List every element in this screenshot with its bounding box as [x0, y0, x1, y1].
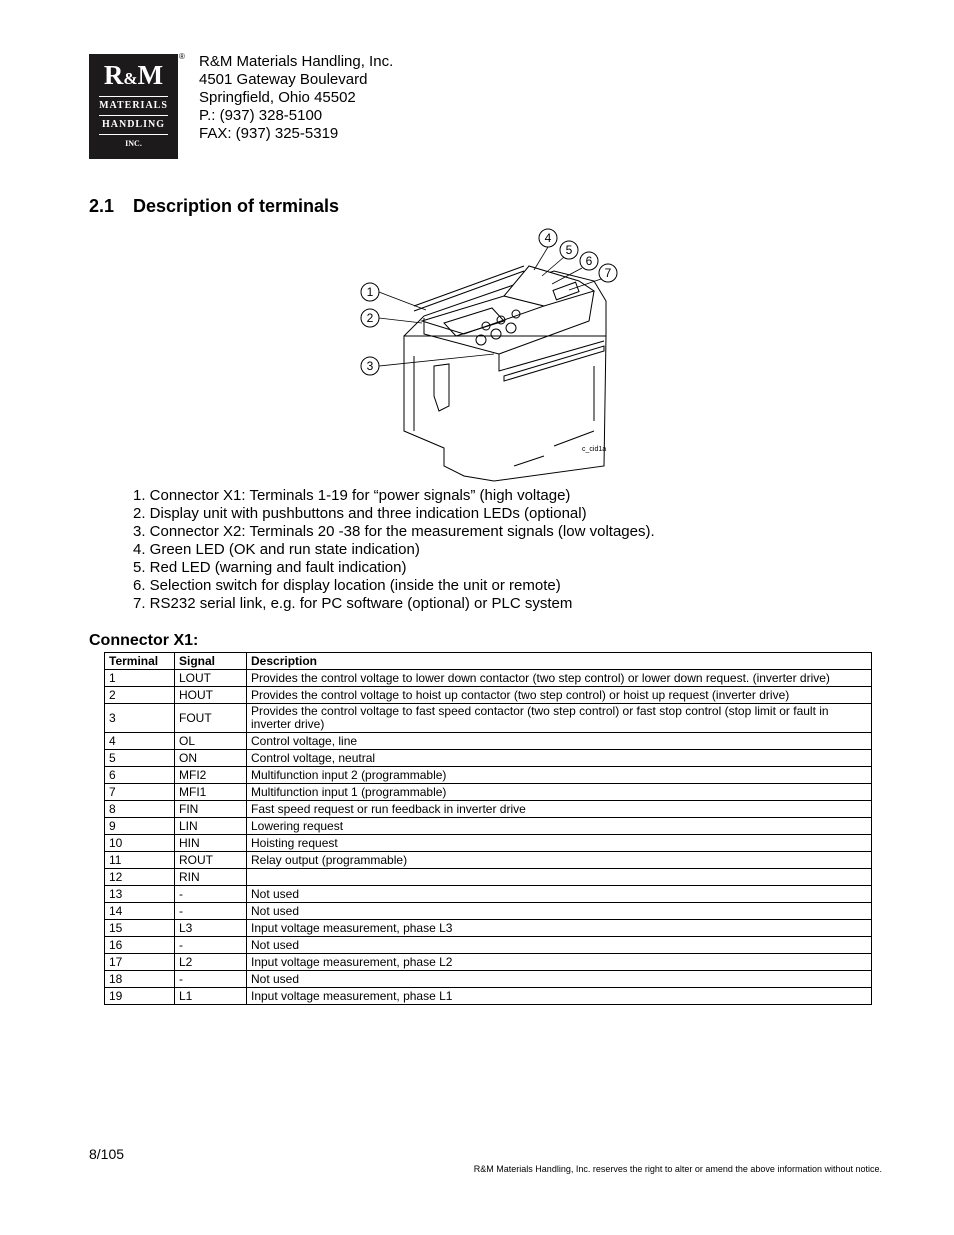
cell-terminal: 14: [105, 903, 175, 920]
cell-terminal: 5: [105, 750, 175, 767]
cell-description: Relay output (programmable): [247, 852, 872, 869]
company-address: [199, 53, 393, 143]
cell-signal: OL: [175, 733, 247, 750]
table-row: [105, 704, 872, 733]
address-line: FAX: (937) 325-5319: [199, 125, 339, 142]
callout-label: 4: [544, 231, 552, 245]
cell-description: Multifunction input 2 (programmable): [247, 767, 872, 784]
cell-signal: MFI1: [175, 784, 247, 801]
cell-terminal: 7: [105, 784, 175, 801]
cell-terminal: 8: [105, 801, 175, 818]
table-row: [105, 971, 872, 988]
cell-signal: -: [175, 903, 247, 920]
cell-signal: HIN: [175, 835, 247, 852]
cell-terminal: 13: [105, 886, 175, 903]
connector-x1-table: [104, 652, 872, 1005]
table-title: Connector X1:: [89, 632, 199, 649]
callout-label: 1: [366, 285, 374, 299]
section-title: Description of terminals: [133, 196, 340, 216]
table-row: [105, 767, 872, 784]
table-row: [105, 869, 872, 886]
logo-divider: [99, 134, 168, 135]
header-description: Description: [247, 653, 872, 670]
cell-signal: LIN: [175, 818, 247, 835]
callout-label: 5: [565, 243, 573, 257]
table-row: [105, 801, 872, 818]
section-number: 2.1: [89, 196, 115, 216]
address-line: Springfield, Ohio 45502: [199, 89, 356, 106]
cell-signal: MFI2: [175, 767, 247, 784]
cell-description: Provides the control voltage to fast speed contactor (two step control) or fast stop control (stop limit or fault in inverter drive): [247, 704, 872, 733]
cell-description: [247, 869, 872, 886]
header-terminal: Terminal: [105, 653, 175, 670]
legend-item: 3. Connector X2: Terminals 20 -38 for the measurement signals (low voltages).: [133, 523, 655, 540]
cell-terminal: 19: [105, 988, 175, 1005]
registered-mark: ®: [179, 52, 185, 61]
legend-item: 1. Connector X1: Terminals 1-19 for “power signals” (high voltage): [133, 487, 571, 504]
figure-code: c_cid1a: [582, 446, 607, 453]
device-illustration: [354, 226, 622, 486]
cell-signal: LOUT: [175, 670, 247, 687]
table-row: [105, 903, 872, 920]
logo-divider: [99, 96, 168, 97]
legend-item: 7. RS232 serial link, e.g. for PC software (optional) or PLC system: [133, 595, 573, 612]
cell-description: Provides the control voltage to lower down contactor (two step control) or lower down request. (inverter drive): [247, 670, 872, 687]
cell-terminal: 4: [105, 733, 175, 750]
cell-description: Not used: [247, 886, 872, 903]
table-row: [105, 852, 872, 869]
logo-handling-text: HANDLING: [101, 119, 165, 130]
legend-item: 6. Selection switch for display location (inside the unit or remote): [133, 577, 561, 594]
logo-divider: [99, 115, 168, 116]
company-logo: [89, 54, 178, 159]
cell-description: Fast speed request or run feedback in inverter drive: [247, 801, 872, 818]
legend-item: 2. Display unit with pushbuttons and three indication LEDs (optional): [133, 505, 587, 522]
address-line: R&M Materials Handling, Inc.: [199, 53, 394, 70]
cell-terminal: 15: [105, 920, 175, 937]
cell-description: Not used: [247, 971, 872, 988]
table-row: [105, 988, 872, 1005]
cell-description: Input voltage measurement, phase L2: [247, 954, 872, 971]
cell-terminal: 12: [105, 869, 175, 886]
cell-signal: -: [175, 971, 247, 988]
cell-terminal: 17: [105, 954, 175, 971]
cell-signal: HOUT: [175, 687, 247, 704]
cell-terminal: 2: [105, 687, 175, 704]
table-row: [105, 784, 872, 801]
cell-terminal: 6: [105, 767, 175, 784]
logo-inc-text: INC.: [125, 139, 142, 148]
cell-signal: RIN: [175, 869, 247, 886]
address-line: P.: (937) 328-5100: [199, 107, 323, 124]
cell-signal: -: [175, 886, 247, 903]
table-row: [105, 670, 872, 687]
cell-terminal: 9: [105, 818, 175, 835]
cell-signal: L3: [175, 920, 247, 937]
cell-description: Input voltage measurement, phase L1: [247, 988, 872, 1005]
section-heading: [89, 196, 339, 217]
table-row: [105, 687, 872, 704]
cell-terminal: 1: [105, 670, 175, 687]
table-header-row: [105, 653, 872, 670]
table-row: [105, 835, 872, 852]
cell-signal: L2: [175, 954, 247, 971]
cell-signal: -: [175, 937, 247, 954]
table-body: [105, 670, 872, 1005]
cell-description: Not used: [247, 937, 872, 954]
cell-description: Control voltage, line: [247, 733, 872, 750]
cell-description: Input voltage measurement, phase L3: [247, 920, 872, 937]
table-row: [105, 920, 872, 937]
legend-item: 4. Green LED (OK and run state indication): [133, 541, 420, 558]
cell-description: Hoisting request: [247, 835, 872, 852]
cell-terminal: 11: [105, 852, 175, 869]
cell-description: Multifunction input 1 (programmable): [247, 784, 872, 801]
table-row: [105, 818, 872, 835]
callout-label: 2: [366, 311, 374, 325]
cell-signal: FOUT: [175, 704, 247, 733]
cell-description: Not used: [247, 903, 872, 920]
cell-terminal: 3: [105, 704, 175, 733]
callout-label: 6: [585, 254, 593, 268]
logo-rm-text: R&M: [103, 60, 164, 90]
cell-terminal: 10: [105, 835, 175, 852]
cell-terminal: 18: [105, 971, 175, 988]
table-row: [105, 954, 872, 971]
table-row: [105, 750, 872, 767]
callout-label: 7: [604, 266, 612, 280]
legend-item: 5. Red LED (warning and fault indication): [133, 559, 407, 576]
cell-signal: FIN: [175, 801, 247, 818]
cell-description: Control voltage, neutral: [247, 750, 872, 767]
footer-notice: R&M Materials Handling, Inc. reserves the right to alter or amend the above information without notice.: [473, 1164, 882, 1174]
cell-terminal: 16: [105, 937, 175, 954]
header-signal: Signal: [175, 653, 247, 670]
cell-signal: ON: [175, 750, 247, 767]
table-row: [105, 937, 872, 954]
cell-description: Lowering request: [247, 818, 872, 835]
cell-signal: L1: [175, 988, 247, 1005]
table-row: [105, 733, 872, 750]
cell-signal: ROUT: [175, 852, 247, 869]
callout-label: 3: [366, 359, 374, 373]
page-number: 8/105: [89, 1146, 125, 1162]
table-row: [105, 886, 872, 903]
cell-description: Provides the control voltage to hoist up contactor (two step control) or hoist up request (inverter drive): [247, 687, 872, 704]
logo-materials-text: MATERIALS: [99, 100, 168, 111]
address-line: 4501 Gateway Boulevard: [199, 71, 368, 88]
terminal-legend: [133, 487, 655, 613]
